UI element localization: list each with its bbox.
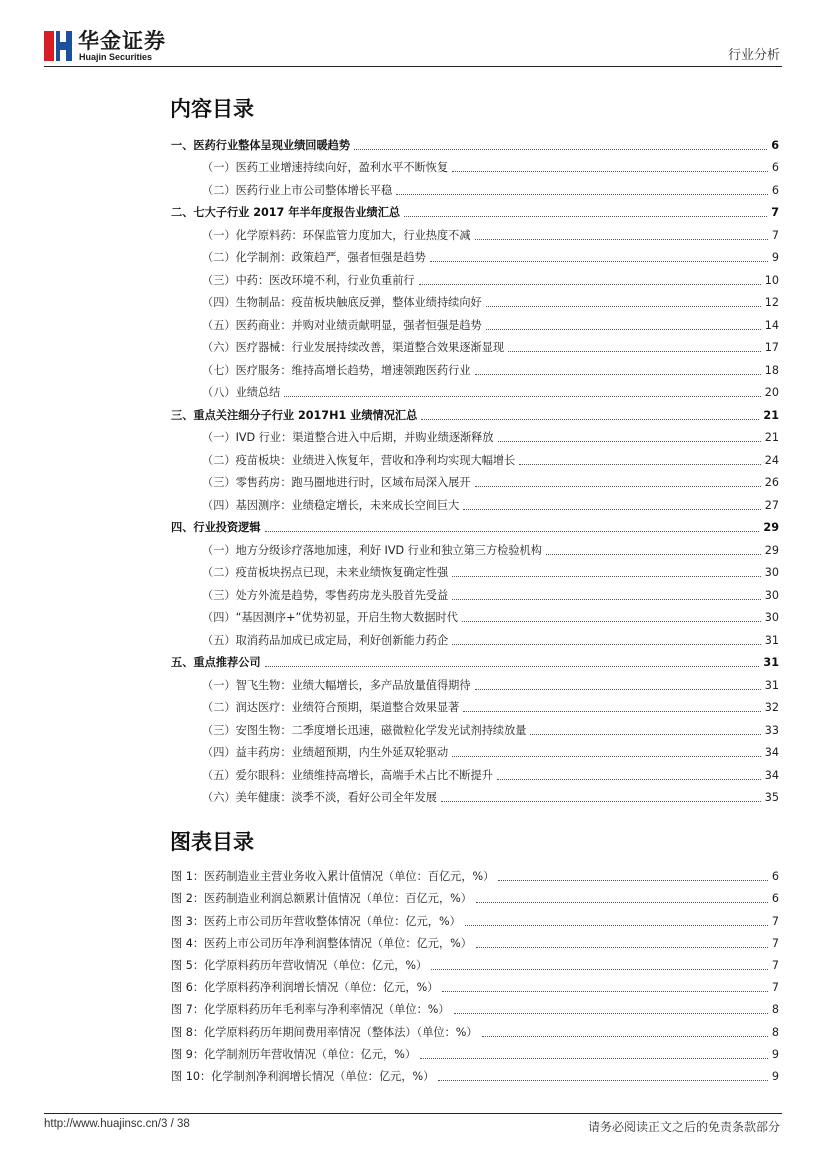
figure-leader-dots [476,946,768,948]
toc-leader-dots [452,643,761,645]
toc-chapter-entry[interactable] [171,130,779,153]
toc-leader-dots [486,305,761,307]
logo-english-name: Huajin Securities [79,52,153,62]
toc-leader-dots [354,148,767,150]
toc-section-entry[interactable] [171,378,779,401]
toc-leader-dots [519,463,760,465]
toc-section-entry[interactable] [171,355,779,378]
toc-entry-page[interactable]: 30 [764,566,779,579]
toc-entry-text[interactable]: （一）化学原料药：环保监管力度加大，行业热度不减 [202,228,471,242]
toc-entry-page[interactable]: 10 [764,273,779,287]
toc-entry-page[interactable]: 32 [764,701,779,714]
toc-entry-page[interactable]: 29 [763,521,779,534]
figure-entry[interactable] [171,884,779,906]
page-header [0,0,827,70]
toc-section-entry[interactable] [171,175,779,198]
figure-entry[interactable] [171,929,779,951]
toc-entry-text[interactable]: （五）医药商业：并购对业绩贡献明显，强者恒强是趋势 [202,318,482,332]
figure-entry-page[interactable]: 6 [771,892,779,906]
figure-entry-page[interactable]: 8 [771,1025,779,1039]
figure-entry-text[interactable]: 图 2：医药制造业利润总额累计值情况（单位：百亿元，%） [171,892,472,906]
footer-disclaimer: 请务必阅读正文之后的免责条款部分 [587,1120,780,1134]
toc-section-entry[interactable] [171,783,779,806]
toc-leader-dots [396,193,768,195]
figure-entry-text[interactable]: 图 8：化学原料药历年期间费用率情况（整体法）（单位：%） [171,1025,478,1039]
toc-section-entry[interactable] [171,670,779,693]
toc-entry-page[interactable]: 6 [771,183,779,197]
toc-entry-text[interactable]: 五、重点推荐公司 [171,656,261,669]
toc-entry-text[interactable]: （二）疫苗板块：业绩进入恢复年，营收和净利均实现大幅增长 [202,453,516,467]
toc-section-entry[interactable] [171,490,779,513]
figure-entry-page[interactable]: 9 [771,1047,779,1061]
toc-entry-page[interactable]: 7 [771,228,779,242]
toc-entry-page[interactable]: 35 [764,791,779,804]
toc-leader-dots [452,755,761,757]
figure-entry-text[interactable]: 图 7：化学原料药历年毛利率与净利率情况（单位：%） [171,1003,450,1017]
toc-section-entry[interactable] [171,535,779,558]
toc-entry-page[interactable]: 31 [764,678,779,692]
toc-entry-page[interactable]: 14 [764,318,779,332]
toc-entry-text[interactable]: （二）医药行业上市公司整体增长平稳 [202,183,393,197]
toc-entry-page[interactable]: 34 [764,768,779,782]
figure-entry[interactable] [171,1040,779,1062]
figure-entry-text[interactable]: 图 3：医药上市公司历年营收整体情况（单位：亿元，%） [171,914,461,928]
toc-section-entry[interactable] [171,603,779,626]
toc-entry-page[interactable]: 30 [764,588,779,602]
toc-section-entry[interactable] [171,738,779,761]
toc-entry-text[interactable]: （三）中药：医改环境不利，行业负重前行 [202,273,415,287]
toc-entry-text[interactable]: （四）基因测序：业绩稳定增长，未来成长空间巨大 [202,498,460,512]
toc-entry-text[interactable]: （三）处方外流是趋势，零售药房龙头股首先受益 [202,588,449,602]
toc-entry-page[interactable]: 31 [764,633,779,647]
figure-entry-text[interactable]: 图 10：化学制剂净利润增长情况（单位：亿元，%） [171,1069,435,1083]
toc-entry-page[interactable]: 24 [764,453,779,467]
figure-leader-dots [431,968,768,970]
figure-leader-dots [498,879,768,881]
figure-list [171,862,779,1084]
toc-leader-dots [452,575,761,577]
toc-entry-page[interactable]: 21 [764,431,779,444]
figure-leader-dots [442,990,767,992]
toc-entry-text[interactable]: （三）零售药房：跑马圈地进行时，区域布局深入展开 [202,476,471,489]
toc-leader-dots [486,328,761,330]
toc-entry-page[interactable]: 17 [764,341,779,354]
figure-entry[interactable] [171,973,779,995]
toc-leader-dots [463,710,760,712]
figure-leader-dots [476,901,768,903]
figure-entry-page[interactable]: 7 [771,958,779,972]
toc-leader-dots [530,733,760,735]
figure-entry-page[interactable]: 7 [771,914,779,928]
toc-entry-text[interactable]: （一）IVD 行业：渠道整合进入中后期，并购业绩逐渐释放 [202,431,494,444]
toc-leader-dots [475,238,768,240]
figure-entry[interactable] [171,1062,779,1084]
figure-leader-dots [438,1079,768,1081]
figure-entry[interactable] [171,995,779,1017]
toc-leader-dots [497,778,761,780]
figure-entry[interactable] [171,951,779,973]
toc-entry-text[interactable]: 三、重点关注细分子行业 2017H1 业绩情况汇总 [171,408,418,422]
toc-entry-page[interactable]: 34 [764,746,779,759]
document-type: 行业分析 [727,48,780,63]
toc-leader-dots [421,418,759,420]
figure-entry-page[interactable]: 7 [771,936,779,950]
toc-leader-dots [508,350,761,352]
toc-chapter-entry[interactable] [171,648,779,671]
toc-list [171,130,779,805]
toc-leader-dots [441,800,761,802]
toc-entry-text[interactable]: 一、医药行业整体呈现业绩回暖趋势 [171,138,351,152]
figure-entry[interactable] [171,1017,779,1039]
toc-chapter-entry[interactable] [171,513,779,536]
toc-entry-text[interactable]: 四、行业投资逻辑 [171,521,261,534]
toc-leader-dots [462,620,761,622]
figure-entry-text[interactable]: 图 4：医药上市公司历年净利润整体情况（单位：亿元，%） [171,936,472,950]
figure-entry-text[interactable]: 图 5：化学原料药历年营收情况（单位：亿元，%） [171,958,428,972]
toc-leader-dots [265,530,760,532]
toc-leader-dots [404,215,767,217]
toc-entry-text[interactable]: （一）医药工业增速持续向好，盈利水平不断恢复 [202,161,449,174]
header-divider [44,66,782,67]
toc-entry-page[interactable]: 12 [764,296,779,309]
toc-leader-dots [452,170,768,172]
toc-leader-dots [463,508,760,510]
toc-entry-text[interactable]: （四）益丰药房：业绩超预期，内生外延双轮驱动 [202,746,449,759]
toc-entry-text[interactable]: 二、七大子行业 2017 年半年度报告业绩汇总 [171,206,401,219]
toc-entry-text[interactable]: （七）医疗服务：维持高增长趋势，增速领跑医药行业 [202,363,471,377]
figure-list-title: 图表目录 [170,830,254,854]
toc-entry-page[interactable]: 26 [764,476,779,489]
toc-entry-page[interactable]: 7 [771,206,779,219]
toc-entry-page[interactable]: 29 [764,543,779,557]
toc-entry-text[interactable]: （二）润达医疗：业绩符合预期，渠道整合效果显著 [202,701,460,714]
toc-leader-dots [430,260,768,262]
toc-section-entry[interactable] [171,468,779,491]
figure-leader-dots [454,1012,768,1014]
toc-entry-page[interactable]: 20 [764,386,779,399]
toc-section-entry[interactable] [171,693,779,716]
toc-section-entry[interactable] [171,445,779,468]
toc-section-entry[interactable] [171,715,779,738]
footer-page-info: 3 / 38 [160,1118,190,1130]
toc-entry-text[interactable]: （五）爱尔眼科：业绩维持高增长，高端手术占比不断提升 [202,768,493,782]
toc-leader-dots [475,485,761,487]
toc-leader-dots [419,283,761,285]
toc-leader-dots [475,688,761,690]
toc-section-entry[interactable] [171,220,779,243]
footer-divider [44,1113,782,1114]
figure-entry[interactable] [171,906,779,928]
figure-entry-page[interactable]: 7 [771,981,779,995]
logo-chinese-name: 华金证券 [78,29,166,53]
figure-leader-dots [465,924,768,926]
toc-entry-page[interactable]: 18 [764,363,779,377]
figure-entry-page[interactable]: 9 [771,1069,779,1083]
toc-chapter-entry[interactable] [171,400,779,423]
toc-section-entry[interactable] [171,153,779,176]
toc-leader-dots [284,395,760,397]
logo-mark-icon [44,29,74,63]
toc-entry-page[interactable]: 6 [771,161,779,174]
toc-chapter-entry[interactable] [171,198,779,221]
toc-entry-page[interactable]: 33 [764,723,779,737]
toc-section-entry[interactable] [171,558,779,581]
toc-title: 内容目录 [170,97,254,121]
brand-logo[interactable] [44,29,194,63]
figure-entry-text[interactable]: 图 9：化学制剂历年营收情况（单位：亿元，%） [171,1047,417,1061]
toc-entry-page[interactable]: 6 [771,138,779,152]
toc-entry-text[interactable]: （四）“基因测序+”优势初显，开启生物大数据时代 [202,611,458,624]
toc-section-entry[interactable] [171,310,779,333]
toc-entry-page[interactable]: 27 [764,498,779,512]
figure-entry-page[interactable]: 6 [771,870,779,884]
figure-entry-text[interactable]: 图 6：化学原料药净利润增长情况（单位：亿元，%） [171,981,439,995]
toc-leader-dots [452,598,761,600]
toc-entry-text[interactable]: （一）地方分级诊疗落地加速，利好 IVD 行业和独立第三方检验机构 [202,543,542,557]
figure-leader-dots [420,1057,768,1059]
toc-entry-text[interactable]: （八）业绩总结 [202,386,281,399]
toc-leader-dots [475,373,761,375]
toc-entry-text[interactable]: （二）化学制剂：政策趋严，强者恒强是趋势 [202,251,426,264]
toc-entry-page[interactable]: 31 [763,656,779,669]
toc-section-entry[interactable] [171,423,779,446]
toc-section-entry[interactable] [171,265,779,288]
toc-entry-page[interactable]: 30 [764,611,779,624]
toc-section-entry[interactable] [171,580,779,603]
toc-entry-text[interactable]: （三）安图生物：二季度增长迅速，磁微粒化学发光试剂持续放量 [202,723,527,737]
toc-section-entry[interactable] [171,760,779,783]
toc-section-entry[interactable] [171,243,779,266]
toc-section-entry[interactable] [171,625,779,648]
figure-entry-text[interactable]: 图 1：医药制造业主营业务收入累计值情况（单位：百亿元，%） [171,870,495,884]
toc-entry-page[interactable]: 9 [771,251,779,264]
toc-section-entry[interactable] [171,333,779,356]
toc-entry-text[interactable]: （六）医疗器械：行业发展持续改善，渠道整合效果逐渐显现 [202,341,505,354]
toc-section-entry[interactable] [171,288,779,311]
toc-leader-dots [546,553,761,555]
toc-entry-page[interactable]: 21 [763,408,779,422]
toc-leader-dots [265,665,760,667]
toc-entry-text[interactable]: （四）生物制品：疫苗板块触底反弹，整体业绩持续向好 [202,296,482,309]
footer-url[interactable]: http://www.huajinsc.cn/ [44,1118,161,1130]
figure-leader-dots [482,1035,768,1037]
figure-entry-page[interactable]: 8 [771,1003,779,1017]
toc-entry-text[interactable]: （六）美年健康：淡季不淡，看好公司全年发展 [202,791,437,804]
toc-entry-text[interactable]: （二）疫苗板块拐点已现，未来业绩恢复确定性强 [202,566,449,579]
toc-entry-text[interactable]: （五）取消药品加成已成定局，利好创新能力药企 [202,633,449,647]
footer-url-page[interactable] [44,1118,190,1130]
figure-entry[interactable] [171,862,779,884]
toc-leader-dots [498,440,761,442]
toc-entry-text[interactable]: （一）智飞生物：业绩大幅增长，多产品放量值得期待 [202,678,471,692]
